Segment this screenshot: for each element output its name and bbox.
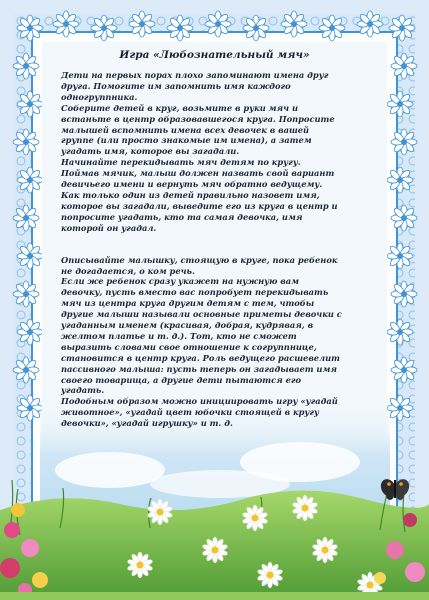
game-description (61, 70, 379, 429)
paragraph-1: Дети на первых порах плохо запоминают имена друг друга. Помогите им запомнить имя каждого одногруппника. Соберите детей в круг, возьмите в руки мяч и встаньте в центр образовавшегося круга. Попросите малышей вспомнить имена всех девочек в вашей группе (или просто знакомые им имена), а затем угадать имя, которое вы загадали. Начинайте перекидывать мяч детям по кругу. Поймав мячик, малыш должен назвать свой вариант девичьего имени и вернуть мяч обратно ведущему. Как только один из детей правильно назовет имя, которое вы загадали, выведите его из круга в центр и попросите угадать, кто та самая девочка, имя которой он угадал. (61, 70, 338, 233)
page-title: Игра «Любознательный мяч» (119, 49, 310, 61)
meadow-illustration (0, 400, 429, 600)
paragraph-2: Описывайте малышку, стоящую в круге, пока ребенок не догадается, о ком речь. Если же ребенок сразу укажет на нужную вам девочку, пусть вместо вас попробует перекидывать мяч из центра круга другим детям с тем, чтобы другие малыши называли основные приметы девочки с угаданным именем (красивая, добрая, кудрявая, в желтом платье и т. д.). Тот, кто не сможет выразить словами свое отношение к согруппнице, становится в центр круга. Роль ведущего расшевелит пассивного малыша: пусть теперь он загадывает имя своего товарища, а другие дети пытаются его угадать. Подобным образом можно инициировать игру «угадай животное», «угадай цвет юбочки стоящей в кругу девочки», «угадай игрушку» и т. д. (61, 254, 342, 429)
